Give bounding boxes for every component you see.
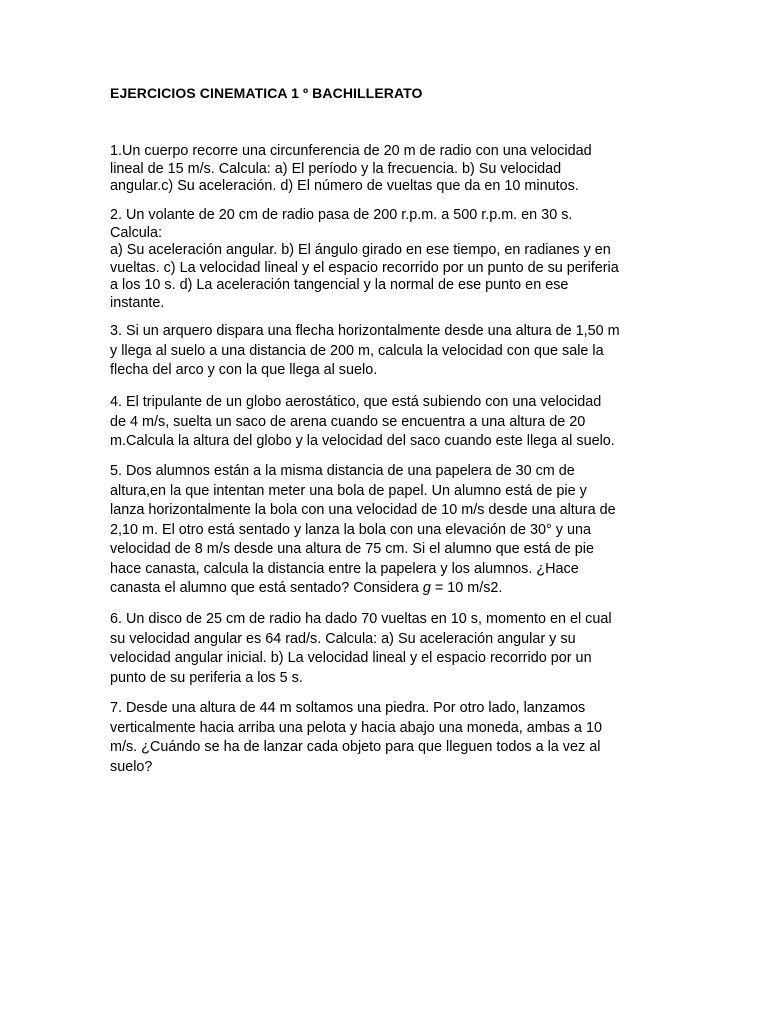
exercise-3	[110, 322, 670, 381]
exercise-7	[110, 699, 670, 777]
exercise-line: a los 10 s. d) La aceleración tangencial y la normal de ese punto en ese	[110, 277, 569, 293]
exercise-line: instante.	[110, 294, 165, 311]
exercise-line: velocidad angular inicial. b) La velocidad lineal y el espacio recorrido por un	[110, 650, 592, 666]
exercise-line-text: canasta el alumno que está sentado? Considera	[110, 580, 423, 596]
exercise-1	[110, 143, 670, 196]
exercise-line: lanza horizontalmente la bola con una velocidad de 10 m/s desde una altura de	[110, 502, 616, 518]
exercise-line: altura,en la que intentan meter una bola de papel. Un alumno está de pie y	[110, 482, 587, 499]
exercise-line: vueltas. c) La velocidad lineal y el espacio recorrido por un punto de su periferia	[110, 259, 619, 276]
exercise-line: angular.c) Su aceleración. d) El número de vueltas que da en 10 minutos.	[110, 178, 579, 194]
exercise-line: lineal de 15 m/s. Calcula: a) El período y la frecuencia. b) Su velocidad	[110, 160, 562, 177]
exercise-line: su velocidad angular es 64 rad/s. Calcula: a) Su aceleración angular y su	[110, 630, 576, 647]
exercise-line: 6. Un disco de 25 cm de radio ha dado 70 vueltas en 10 s, momento en el cual	[110, 611, 612, 627]
exercise-line-text: = 10 m/s2.	[430, 580, 503, 596]
exercise-6	[110, 610, 670, 688]
exercise-line: flecha del arco y con la que llega al suelo.	[110, 362, 378, 378]
exercise-line: hace canasta, calcula la distancia entre la papelera y los alumnos. ¿Hace	[110, 560, 579, 577]
exercise-4	[110, 393, 670, 452]
exercise-line: velocidad de 8 m/s desde una altura de 75 cm. Si el alumno que está de pie	[110, 541, 594, 557]
document-title: EJERCICIOS CINEMATICA 1 º BACHILLERATO	[110, 85, 423, 101]
exercise-line: punto de su periferia a los 5 s.	[110, 669, 303, 686]
exercise-line: suelo?	[110, 758, 153, 775]
exercise-line: 1.Un cuerpo recorre una circunferencia de 20 m de radio con una velocidad	[110, 143, 592, 159]
exercise-line: 2,10 m. El otro está sentado y lanza la bola con una elevación de 30° y una	[110, 521, 591, 538]
gravity-symbol: g	[422, 580, 431, 596]
exercise-last-line	[110, 579, 670, 599]
exercise-2	[110, 207, 670, 312]
exercise-line: 4. El tripulante de un globo aerostático, que está subiendo con una velocidad	[110, 394, 602, 410]
exercise-line: de 4 m/s, suelta un saco de arena cuando se encuentra a una altura de 20	[110, 413, 586, 430]
exercise-line: 7. Desde una altura de 44 m soltamos una piedra. Por otro lado, lanzamos	[110, 700, 586, 716]
exercise-line: 5. Dos alumnos están a la misma distancia de una papelera de 30 cm de	[110, 463, 575, 479]
exercise-line: verticalmente hacia arriba una pelota y hacia abajo una moneda, ambas a 10	[110, 719, 602, 736]
exercise-line: 3. Si un arquero dispara una flecha horizontalmente desde una altura de 1,50 m	[110, 323, 620, 339]
exercise-line: y llega al suelo a una distancia de 200 m, calcula la velocidad con que sale la	[110, 342, 604, 359]
exercise-line: a) Su aceleración angular. b) El ángulo girado en ese tiempo, en radianes y en	[110, 242, 611, 258]
exercise-5	[110, 462, 670, 599]
exercise-line: 2. Un volante de 20 cm de radio pasa de 200 r.p.m. a 500 r.p.m. en 30 s.	[110, 207, 573, 223]
exercise-line: Calcula:	[110, 224, 162, 241]
exercise-line: m/s. ¿Cuándo se ha de lanzar cada objeto para que lleguen todos a la vez al	[110, 739, 601, 755]
exercise-line: m.Calcula la altura del globo y la velocidad del saco cuando este llega al suelo.	[110, 433, 615, 449]
